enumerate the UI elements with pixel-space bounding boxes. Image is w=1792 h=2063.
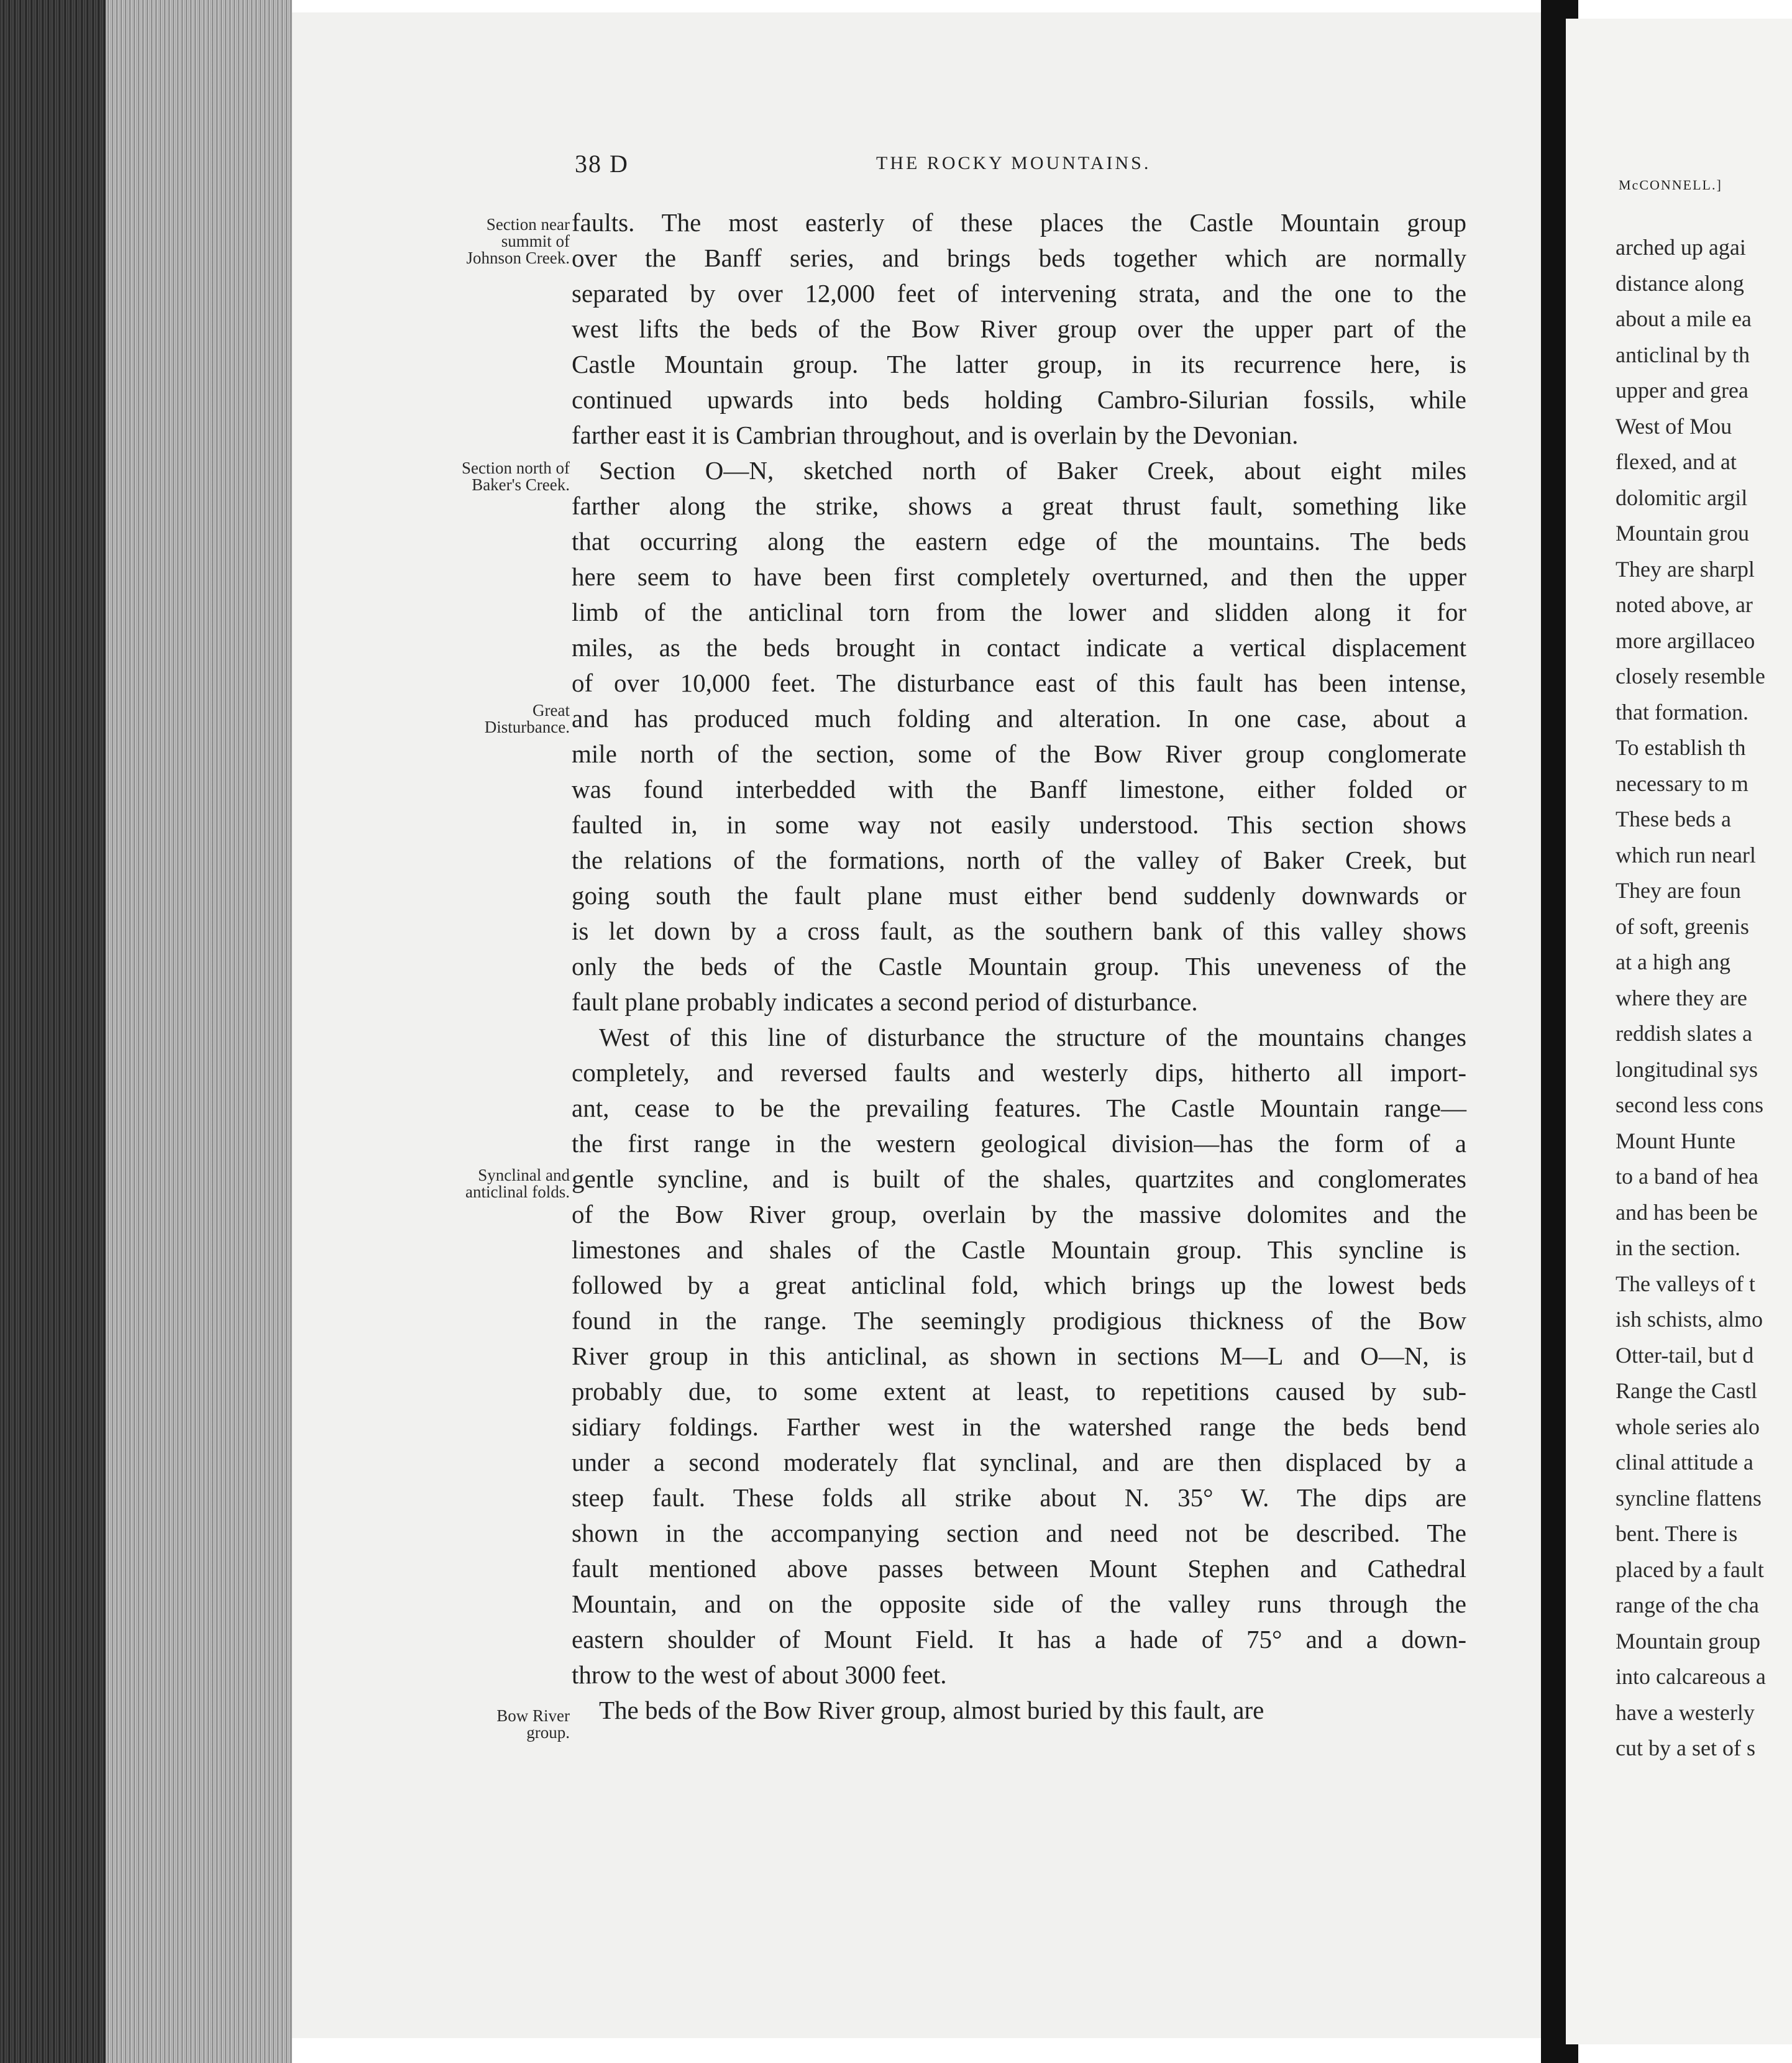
right-page-line: closely resemble (1616, 664, 1765, 688)
text-line: under a second moderately flat synclinal, and are then displaced by a (572, 1448, 1466, 1476)
text-line: The beds of the Bow River group, almost buried by this fault, are (599, 1696, 1264, 1724)
text-line: ant, cease to be the prevailing features. The Castle Mountain range— (572, 1094, 1466, 1122)
right-page-line: whole series alo (1616, 1414, 1760, 1439)
text-line: probably due, to some extent at least, to repetitions caused by sub- (572, 1377, 1466, 1406)
text-line: shown in the accompanying section and need not be described. The (572, 1519, 1466, 1547)
text-line: the first range in the western geological division—has the form of a (572, 1129, 1466, 1158)
text-line: followed by a great anticlinal fold, which brings up the lowest beds (572, 1271, 1466, 1299)
text-line: found in the range. The seemingly prodigious thickness of the Bow (572, 1306, 1466, 1335)
sidenote-bow-river-group: Bow River group. (496, 1706, 570, 1742)
right-page-line: noted above, ar (1616, 592, 1753, 617)
sidenote-johnson-creek: Section near summit of Johnson Creek. (466, 215, 570, 267)
text-line: limb of the anticlinal torn from the lower and slidden along it for (572, 598, 1466, 626)
right-page-line: to a band of hea (1616, 1164, 1758, 1189)
right-page-line: cut by a set of s (1616, 1736, 1755, 1760)
text-line: gentle syncline, and is built of the shales, quartzites and conglomerates (572, 1164, 1466, 1193)
text-line: faulted in, in some way not easily understood. This section shows (572, 810, 1466, 839)
right-page-line: Mountain group (1616, 1628, 1760, 1654)
right-page-line: second less cons (1616, 1092, 1763, 1117)
right-page-line: at a high ang (1616, 949, 1730, 974)
right-page-line: distance along (1616, 270, 1744, 296)
right-page-line: syncline flattens (1616, 1485, 1762, 1511)
text-line: continued upwards into beds holding Cambro-Silurian fossils, while (572, 385, 1466, 414)
text-line: was found interbedded with the Banff limestone, either folded or (572, 775, 1466, 803)
right-page-line: of soft, greenis (1616, 913, 1749, 939)
text-line: Castle Mountain group. The latter group, in its recurrence here, is (572, 350, 1466, 378)
text-line: completely, and reversed faults and westerly dips, hitherto all import- (572, 1058, 1466, 1087)
right-page-line: West of Mou (1616, 413, 1732, 439)
text-line: Section O—N, sketched north of Baker Creek, about eight miles (599, 456, 1466, 485)
page-number: 38 D (575, 150, 629, 178)
right-page-line: where they are (1616, 985, 1747, 1010)
right-page-line: reddish slates a (1616, 1021, 1752, 1046)
text-line: of over 10,000 feet. The disturbance east of this fault has been intense, (572, 669, 1466, 697)
right-page-line: into calcareous a (1616, 1664, 1766, 1689)
right-page-line: These beds a (1616, 807, 1731, 831)
right-page-line: longitudinal sys (1616, 1056, 1758, 1082)
running-head (575, 149, 1414, 186)
right-page-line: Range the Castl (1616, 1378, 1757, 1403)
right-page-line: that formation. (1616, 699, 1749, 725)
right-page-line: about a mile ea (1616, 306, 1752, 331)
text-line: of the Bow River group, overlain by the massive dolomites and the (572, 1200, 1466, 1228)
right-page-line: necessary to m (1616, 771, 1749, 796)
text-line: faults. The most easterly of these places the Castle Mountain group (572, 208, 1466, 237)
right-page-line: They are sharpl (1616, 556, 1755, 582)
sidenote-synclinal-folds: Synclinal and anticlinal folds. (465, 1166, 570, 1201)
sidenote-great-disturbance: Great Disturbance. (484, 701, 570, 736)
book-spine (0, 0, 106, 2063)
right-page-line: in the section. (1616, 1235, 1740, 1260)
text-line: West of this line of disturbance the structure of the mountains changes (599, 1023, 1466, 1051)
text-line: is let down by a cross fault, as the southern bank of this valley shows (572, 917, 1466, 945)
text-line: Mountain, and on the opposite side of the valley runs through the (572, 1590, 1466, 1618)
text-line: limestones and shales of the Castle Mountain group. This syncline is (572, 1235, 1466, 1264)
right-page-line: placed by a fault (1616, 1557, 1764, 1582)
text-line: miles, as the beds brought in contact indicate a vertical displacement (572, 633, 1466, 662)
right-page-header: McCONNELL.] (1619, 177, 1722, 193)
text-line: sidiary foldings. Farther west in the watershed range the beds bend (572, 1412, 1466, 1441)
right-page-line: upper and grea (1616, 378, 1749, 403)
right-page-line: Mountain grou (1616, 521, 1749, 546)
text-line: over the Banff series, and brings beds together which are normally (572, 244, 1466, 272)
text-line: mile north of the section, some of the Bow River group conglomerate (572, 739, 1466, 768)
text-line: fault plane probably indicates a second period of disturbance. (572, 987, 1198, 1016)
text-line: separated by over 12,000 feet of intervening strata, and the one to the (572, 279, 1466, 308)
running-title: THE ROCKY MOUNTAINS. (876, 153, 1151, 173)
text-line: only the beds of the Castle Mountain group. This uneveness of the (572, 952, 1466, 981)
right-page-line: which run nearl (1616, 842, 1756, 867)
right-page-line: range of the cha (1616, 1593, 1759, 1617)
right-page-line: To establish th (1616, 735, 1746, 760)
sidenote-bakers-creek: Section north of Baker's Creek. (462, 459, 570, 494)
text-line: fault mentioned above passes between Mount Stephen and Cathedral (572, 1554, 1466, 1583)
text-line: that occurring along the eastern edge of the mountains. The beds (572, 527, 1466, 556)
right-page-line: flexed, and at (1616, 449, 1737, 474)
right-page-line: They are foun (1616, 878, 1741, 903)
text-line: here seem to have been first completely overturned, and then the upper (572, 562, 1466, 591)
text-line: west lifts the beds of the Bow River group over the upper part of the (572, 314, 1466, 343)
right-page-line: Otter-tail, but d (1616, 1342, 1754, 1368)
text-line: eastern shoulder of Mount Field. It has a hade of 75° and a down- (572, 1625, 1466, 1654)
right-page-line: and has been be (1616, 1199, 1758, 1225)
text-line: steep fault. These folds all strike about N. 35° W. The dips are (572, 1483, 1466, 1512)
text-line: throw to the west of about 3000 feet. (572, 1660, 947, 1689)
text-line: and has produced much folding and alteration. In one case, about a (572, 704, 1466, 733)
right-page-line: bent. There is (1616, 1521, 1738, 1546)
text-line: farther along the strike, shows a great thrust fault, something like (572, 492, 1466, 520)
text-line: farther east it is Cambrian throughout, and is overlain by the Devonian. (572, 421, 1299, 449)
right-page-line: arched up agai (1616, 235, 1746, 260)
right-page-line: clinal attitude a (1616, 1450, 1753, 1475)
text-line: River group in this anticlinal, as shown in sections M—L and O—N, is (572, 1342, 1466, 1370)
right-page-line: have a westerly (1616, 1699, 1755, 1725)
text-line: going south the fault plane must either bend suddenly downwards or (572, 881, 1466, 910)
page-edges (106, 0, 292, 2063)
right-page-line: dolomitic argil (1616, 485, 1748, 510)
right-page-line: The valleys of t (1616, 1271, 1755, 1296)
right-page-line: anticlinal by th (1616, 342, 1750, 367)
right-page-line: more argillaceo (1616, 628, 1755, 653)
text-line: the relations of the formations, north of the valley of Baker Creek, but (572, 846, 1466, 874)
right-page-line: ish schists, almo (1616, 1307, 1763, 1332)
right-page-line: Mount Hunte (1616, 1128, 1735, 1153)
